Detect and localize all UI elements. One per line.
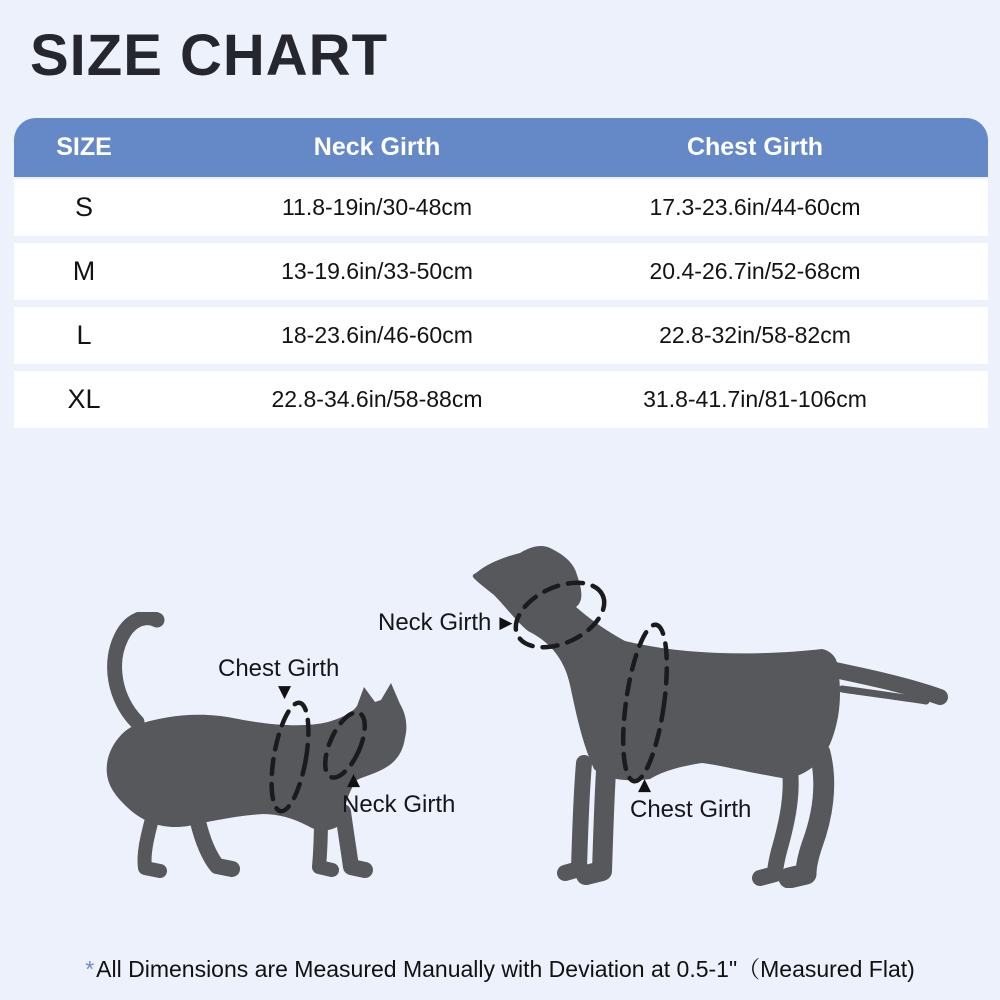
arrow-down-icon: ▼: [278, 682, 292, 702]
page-title: SIZE CHART: [30, 23, 388, 88]
cell-size: M: [72, 256, 96, 286]
cell-size: S: [74, 192, 93, 222]
cell-chest-girth: 31.8-41.7in/81-106cm: [643, 386, 867, 412]
table-row: [14, 371, 988, 428]
arrow-up-icon: ▲: [638, 775, 652, 795]
table-row: [14, 243, 988, 300]
cell-chest-girth: 22.8-32in/58-82cm: [659, 322, 851, 348]
footnote-asterisk: *: [85, 956, 95, 982]
table-row: [14, 307, 988, 364]
column-header-neck-girth: Neck Girth: [313, 133, 441, 161]
cat-chest-girth-label: Chest Girth: [218, 655, 340, 682]
table-row: [14, 179, 988, 236]
cell-chest-girth: 17.3-23.6in/44-60cm: [649, 194, 861, 220]
cell-neck-girth: 11.8-19in/30-48cm: [281, 194, 473, 220]
table-body: [14, 179, 988, 428]
arrow-up-icon: ▲: [347, 770, 361, 790]
dog-silhouette: [470, 543, 950, 888]
cat-tail-shape: [115, 618, 157, 722]
dog-front-leg-far: [565, 763, 584, 873]
column-header-chest-girth: Chest Girth: [686, 133, 824, 161]
cell-neck-girth: 22.8-34.6in/58-88cm: [271, 386, 483, 412]
footnote-text: All Dimensions are Measured Manually with Deviation at 0.5-1"（Measured Flat): [96, 956, 915, 982]
arrow-right-icon: ▶: [499, 612, 513, 633]
dog-neck-girth-label-group: [378, 609, 512, 637]
cat-hind-leg-far: [144, 815, 160, 871]
cell-neck-girth: 18-23.6in/46-60cm: [281, 322, 473, 348]
cell-size: L: [76, 320, 92, 350]
cat-hind-leg-near: [198, 822, 232, 869]
cat-silhouette: [93, 612, 408, 887]
dog-neck-girth-label: Neck Girth: [378, 609, 492, 636]
cell-neck-girth: 13-19.6in/33-50cm: [281, 258, 473, 284]
column-header-size: SIZE: [56, 133, 112, 161]
footnote: [0, 951, 1000, 984]
cat-neck-girth-label: Neck Girth: [342, 791, 456, 818]
dog-chest-girth-label: Chest Girth: [630, 796, 752, 823]
table-header-row: [14, 118, 988, 177]
size-table: [14, 118, 988, 428]
cat-front-leg-near: [343, 812, 365, 870]
cell-size: XL: [67, 384, 101, 414]
cell-chest-girth: 20.4-26.7in/52-68cm: [649, 258, 861, 284]
